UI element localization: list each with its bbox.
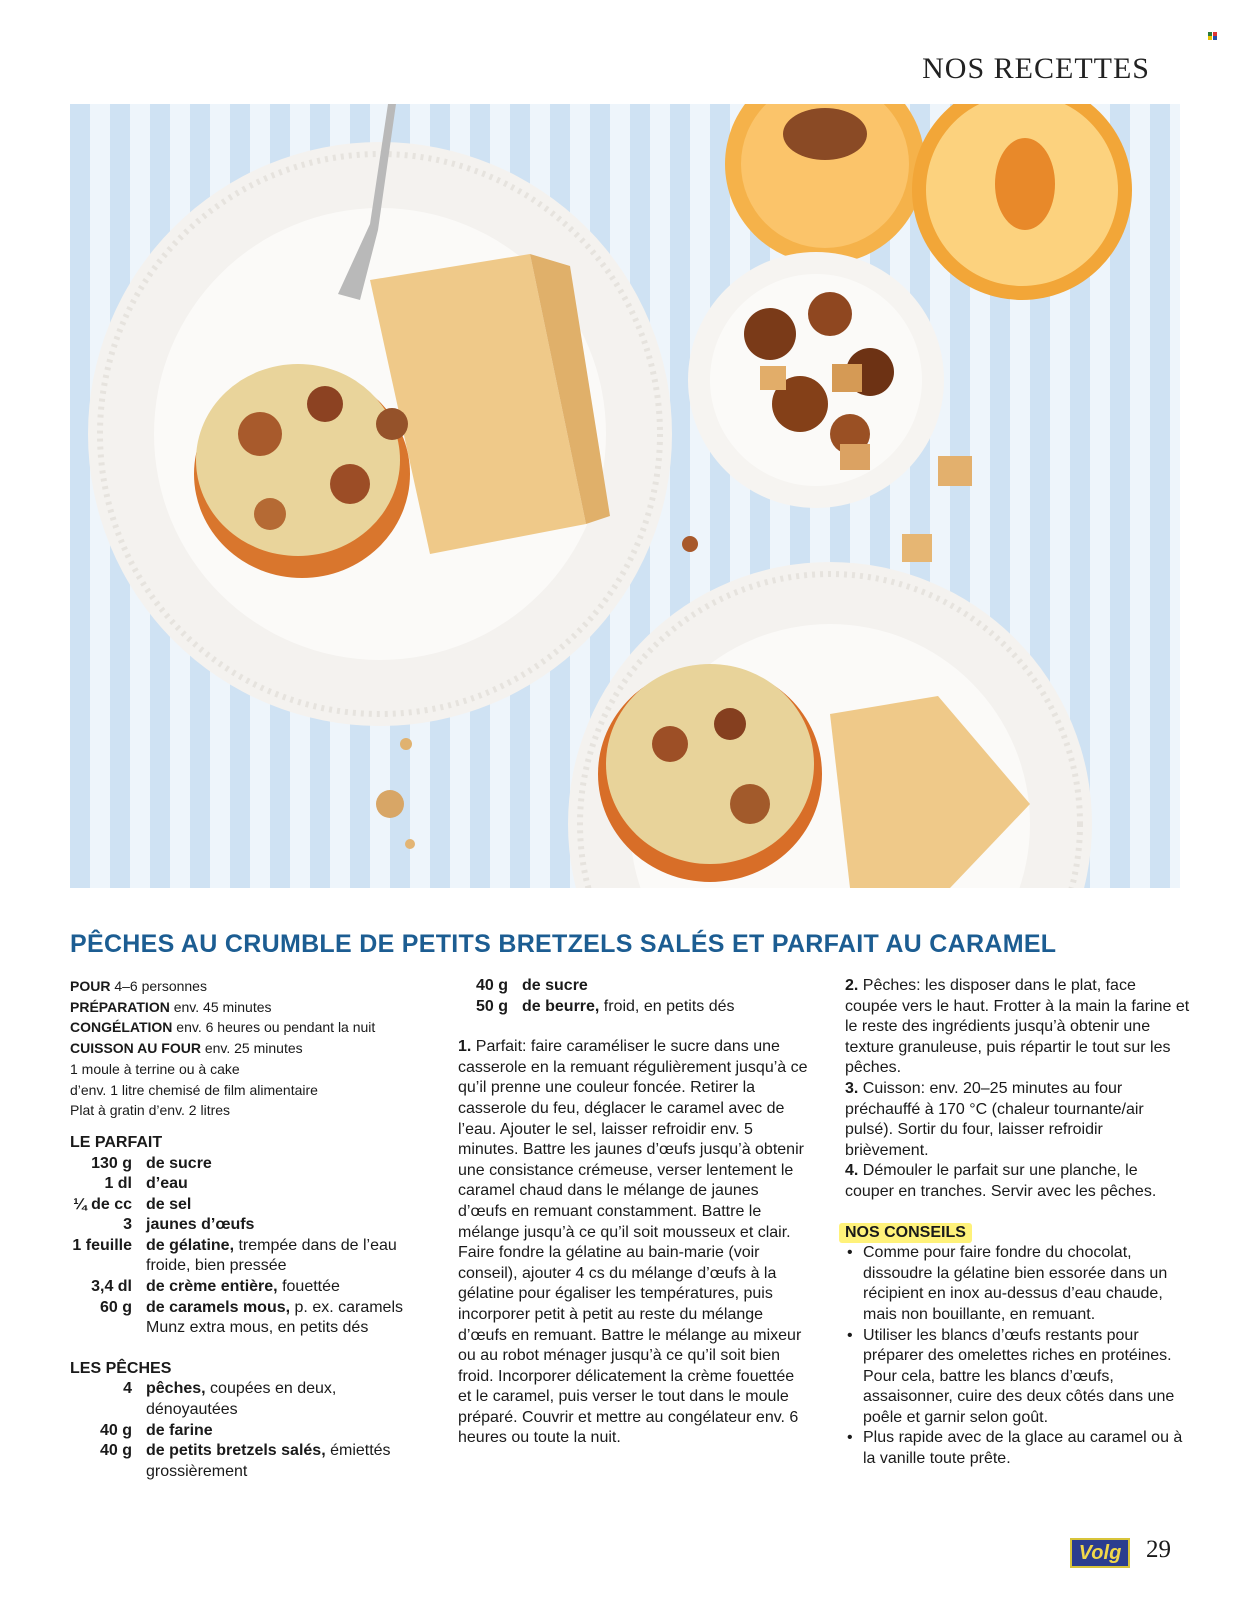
meta-row: d’env. 1 litre chemisé de film alimentaire (70, 1081, 318, 1098)
ingredient-row: 1 dl d’eau (104, 1175, 188, 1193)
pretzel-bowl-image (688, 252, 972, 562)
bullet-icon: • (847, 1429, 853, 1447)
page-number: 29 (1146, 1536, 1171, 1563)
section-label: NOS RECETTES (922, 52, 1150, 85)
ingredient-row: 3 jaunes d’œufs (123, 1216, 255, 1234)
meta-row: CUISSON AU FOUR env. 25 minutes (70, 1040, 303, 1057)
step-3: 3. Cuisson: env. 20–25 minutes au four préchauffé à 170 °C (chaleur tournante/air pulsé). Sortir du four, laisser refroidir brièvement. (845, 1079, 1144, 1159)
small-plate-image (568, 562, 1092, 888)
ingredient-row: 40 g de farine (99, 1421, 213, 1439)
meta-row: Plat à gratin d’env. 2 litres (70, 1102, 231, 1119)
ingredient-row: 1 feuille de gélatine, trempée dans de l’eau froide, bien pressée (72, 1236, 397, 1275)
ingredient-row: ¼ de cc de sel (73, 1195, 192, 1213)
tip-item: • Utiliser les blancs d’œufs restants pour préparer des omelettes riches en protéines. Pour cela, battre les blancs d’œufs, assaisonner, cuire des deux côtés dans une poêle et garnir selon goût. (845, 1326, 1190, 1429)
recipe-photo (70, 104, 1180, 888)
large-plate-image (88, 104, 672, 726)
bullet-icon: • (847, 1326, 853, 1344)
ingredient-row: 40 g de petits bretzels salés, émiettés grossièrement (99, 1442, 391, 1480)
meta-row: CONGÉLATION env. 6 heures ou pendant la nuit (70, 1019, 376, 1036)
ingredient-row: 4 pêches, coupées en deux, dénoyautées (123, 1380, 337, 1419)
volg-logo: Volg (1070, 1538, 1130, 1568)
step-4: 4. Démouler le parfait sur une planche, le couper en tranches. Servir avec les pêches. (845, 1162, 1157, 1200)
recipe-meta (70, 976, 410, 1121)
ingredient-row: 40 g de sucre (475, 977, 588, 994)
step-1: 1. Parfait: faire caraméliser le sucre dans une casserole en la remuant régulièrement jusqu’à ce qu’il prenne une couleur foncée. Retirer la casserole du feu, déglacer le caramel avec de l’eau. Ajouter le sel, laisser refroidir env. 5 minutes. Battre les jaunes d’œufs jusqu’à obtenir une consistance crémeuse, verser lentement le caramel chaud dans le mélange de jaunes d’œufs en remuant constamment. Battre le mélange jusqu’à ce qu’il soit mousseux et clair. Faire fondre la gélatine au bain-marie (voir conseil), ajouter 4 cs du mélange d’œufs à la gélatine pour égaliser les températures, puis incorporer petit à petit au reste du mélange d’œufs en remuant. Battre le mélange au mixeur ou au robot ménager jusqu’à ce qu’il soit bien froid. Incorporer délicatement la crème fouettée et le caramel, puis verser le tout dans le moule préparé. Couvrir et mettre au congélateur env. 6 heures ou toute la nuit. (458, 1038, 808, 1447)
corner-mark-icon (1208, 32, 1218, 40)
method-column (458, 976, 808, 1449)
tip-item: • Comme pour faire fondre du chocolat, dissoudre la gélatine bien essorée dans un récipient en inox au-dessus d’eau chaude, mais non bouillante, en remuant. (845, 1243, 1190, 1325)
meta-row: PRÉPARATION env. 45 minutes (70, 998, 272, 1015)
step-2: 2. Pêches: les disposer dans le plat, face coupée vers le haut. Frotter à la main la farine et le reste des ingrédients jusqu’à obtenir une texture granuleuse, puis répartir le tout sur les pêches. (845, 977, 1190, 1077)
ingredient-row: 60 g de caramels mous, p. ex. caramels Munz extra mous, en petits dés (99, 1298, 404, 1337)
ingredient-row: 130 g de sucre (91, 1154, 212, 1172)
bullet-icon: • (847, 1244, 853, 1262)
meta-row: POUR 4–6 personnes (70, 978, 207, 994)
tips-heading: NOS CONSEILS (839, 1223, 972, 1244)
meta-row: 1 moule à terrine ou à cake (70, 1060, 240, 1077)
parfait-heading: LE PARFAIT (70, 1133, 163, 1151)
ingredient-row: 50 g de beurre, froid, en petits dés (475, 997, 735, 1015)
ingredients-column (70, 976, 410, 1482)
steps-tips-column (845, 976, 1190, 1470)
ingredient-row: 3,4 dl de crème entière, fouettée (91, 1278, 340, 1296)
tip-item: • Plus rapide avec de la glace au caramel ou à la vanille toute prête. (845, 1428, 1190, 1469)
recipe-title: PÊCHES AU CRUMBLE DE PETITS BRETZELS SALÉS ET PARFAIT AU CARAMEL (70, 930, 1057, 958)
peches-heading: LES PÊCHES (70, 1359, 172, 1377)
